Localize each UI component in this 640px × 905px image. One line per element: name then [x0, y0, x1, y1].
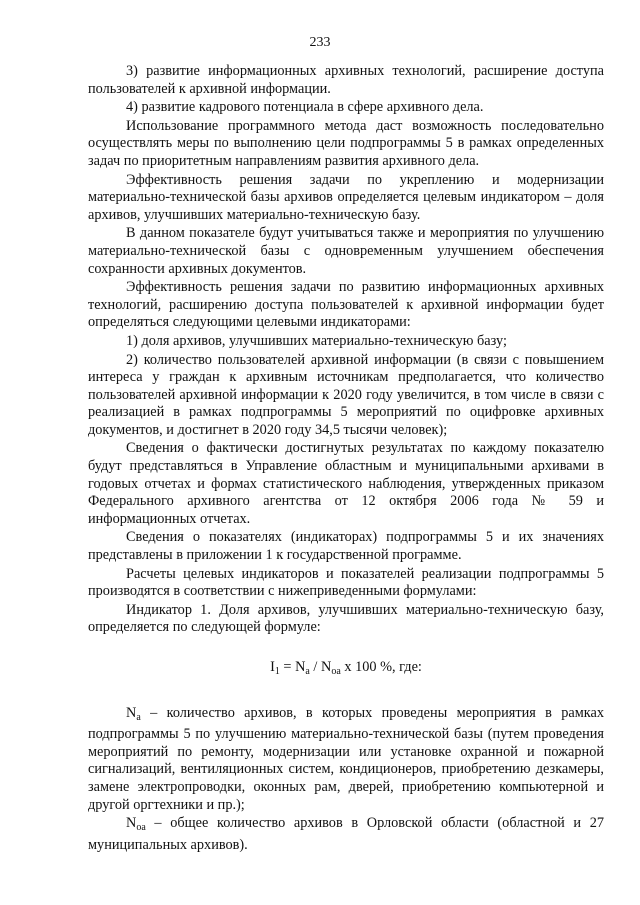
formula-lhs: I [270, 659, 275, 675]
formula-n2-subscript: oa [331, 666, 341, 677]
formula-eq: = N [279, 659, 306, 675]
definition-text: – общее количество архивов в Орловской области (областной и 27 муниципальных архивов). [88, 815, 604, 853]
paragraph: 3) развитие информационных архивных технологий, расширение доступа пользователей к архивной информации. [88, 63, 604, 97]
definition-subscript: oa [136, 822, 146, 834]
document-body [88, 63, 604, 854]
formula-rest: x 100 %, где: [340, 659, 422, 675]
definition-noa [88, 815, 604, 854]
definition-symbol: N [126, 815, 137, 832]
paragraph: В данном показателе будут учитываться также и мероприятия по улучшению материально-технической базы с одновременным улучшением обеспечения сохранности архивных документов. [88, 225, 604, 277]
paragraph: Использование программного метода даст возможность последовательно осуществлять меры по выполнению цели подпрограммы 5 в рамках определенных задач по приоритетным направлениям развития архивного дела. [88, 117, 604, 169]
formula-n1-subscript: a [305, 666, 310, 677]
definition-subscript: a [136, 711, 141, 723]
paragraph: Сведения о показателях (индикаторах) подпрограммы 5 и их значениях представлены в приложении 1 к государственной программе. [88, 529, 604, 564]
formula-slash: / N [309, 659, 332, 675]
paragraph: Индикатор 1. Доля архивов, улучшивших материально-техническую базу, определяется по следующей формуле: [88, 601, 604, 636]
definition-na [88, 705, 604, 815]
formula-lhs-subscript: 1 [274, 666, 280, 677]
paragraph: Эффективность решения задачи по развитию информационных архивных технологий, расширению доступа пользователей к архивной информации будет определяться следующими целевыми индикаторами: [88, 279, 604, 331]
page-number: 233 [309, 35, 331, 50]
definition-text: – количество архивов, в которых проведены мероприятия в рамках подпрограммы 5 по улучшению материально-технической базы (путем проведения мероприятий по ремонту, модернизации или установке охранной и пожарной сигнализаций, вентиляционных систем, кондиционеров, приобретению дезкамеры, замене электропроводки, оконных рам, дверей, приобретению компьютерной и другой оргтехники и пр.); [88, 704, 604, 813]
paragraph: Эффективность решения задачи по укреплению и модернизации материально-технической базы архивов определяется целевым индикатором – доля архивов, улучшивших материально-техническую базу. [88, 171, 604, 223]
paragraph: Сведения о фактически достигнутых результатах по каждому показателю будут представляться в Управление областным и муниципальными архивами в годовых отчетах и формах статистического наблюдения, утвержденных приказом Федерального архивного агентства от 12 октября 2006 года № 59 и информационных отчетах. [88, 440, 604, 527]
definition-symbol: N [126, 704, 137, 721]
paragraph: 1) доля архивов, улучшивших материально-техническую базу; [126, 332, 507, 349]
formula [88, 659, 604, 681]
paragraph: 2) количество пользователей архивной информации (в связи с повышением интереса у граждан к архивным источникам предполагается, что количество пользователей архивной информации к 2020 году увеличится, в том числе в связи с реализацией в рамках подпрограммы 5 мероприятий по оцифровке архивных документов, и достигнет в 2020 году 34,5 тысячи человек); [88, 351, 604, 438]
paragraph: 4) развитие кадрового потенциала в сфере архивного дела. [126, 99, 484, 116]
paragraph: Расчеты целевых индикаторов и показателей реализации подпрограммы 5 производятся в соответствии с нижеприведенными формулами: [88, 565, 604, 600]
